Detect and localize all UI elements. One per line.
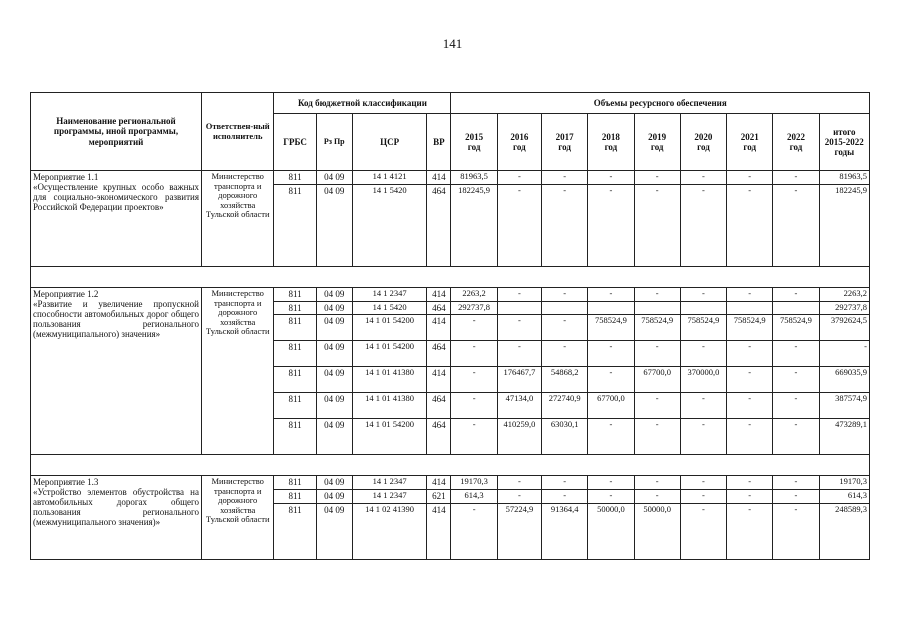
- year-value-cell: 57224,9: [497, 504, 541, 560]
- year-value-cell: 758524,9: [634, 315, 680, 341]
- year-value-cell: -: [727, 288, 773, 302]
- year-suffix: год: [789, 142, 803, 152]
- year-value-cell: -: [727, 419, 773, 455]
- year-label: 2015: [465, 131, 484, 142]
- csr-cell: 14 1 01 41380: [352, 393, 426, 419]
- grbs-cell: 811: [274, 490, 316, 504]
- grbs-cell: 811: [274, 476, 316, 490]
- year-value-cell: [634, 302, 680, 315]
- year-value-cell: 19170,3: [451, 476, 497, 490]
- grbs-cell: 811: [274, 419, 316, 455]
- total-value-cell: 81963,5: [819, 171, 869, 185]
- year-value-cell: 370000,0: [680, 367, 726, 393]
- table-row: [31, 171, 870, 185]
- year-value-cell: -: [680, 185, 726, 267]
- header-year-2017: [542, 114, 588, 171]
- executor-cell: Министерство транспорта и дорожного хозяйства Тульской области: [202, 171, 274, 267]
- csr-cell: 14 1 2347: [352, 288, 426, 302]
- year-value-cell: 50000,0: [634, 504, 680, 560]
- year-value-cell: [497, 302, 541, 315]
- year-value-cell: 410259,0: [497, 419, 541, 455]
- year-value-cell: -: [727, 393, 773, 419]
- year-value-cell: -: [588, 490, 634, 504]
- year-value-cell: -: [680, 171, 726, 185]
- rzpr-cell: 04 09: [316, 171, 352, 185]
- year-value-cell: -: [542, 288, 588, 302]
- year-value-cell: -: [634, 490, 680, 504]
- activity-name-cell: [31, 288, 202, 455]
- year-value-cell: -: [588, 341, 634, 367]
- grbs-cell: 811: [274, 367, 316, 393]
- vr-cell: 464: [427, 185, 451, 267]
- csr-cell: 14 1 5420: [352, 185, 426, 267]
- year-value-cell: 292737,8: [451, 302, 497, 315]
- total-value-cell: 614,3: [819, 490, 869, 504]
- year-suffix: год: [604, 142, 618, 152]
- spacer-cell: [31, 455, 870, 476]
- header-year-2015: [451, 114, 497, 171]
- year-value-cell: -: [497, 315, 541, 341]
- csr-cell: 14 1 02 41390: [352, 504, 426, 560]
- csr-cell: 14 1 01 54200: [352, 341, 426, 367]
- activity-title: Мероприятие 1.3: [33, 477, 99, 488]
- year-value-cell: -: [542, 185, 588, 267]
- year-value-cell: -: [497, 288, 541, 302]
- year-value-cell: 614,3: [451, 490, 497, 504]
- year-label: 2017: [555, 131, 574, 142]
- activity-name-cell: [31, 171, 202, 267]
- csr-cell: 14 1 2347: [352, 476, 426, 490]
- year-suffix: год: [558, 142, 571, 152]
- activity-description: «Развитие и увеличение пропускной способности автомобильных дорог общего пользования регионального (межмуниципального) значения»: [33, 299, 199, 340]
- header-rzpr: Рз Пр: [316, 114, 352, 171]
- total-value-cell: 669035,9: [819, 367, 869, 393]
- year-value-cell: -: [588, 171, 634, 185]
- year-value-cell: -: [680, 393, 726, 419]
- year-value-cell: 67700,0: [588, 393, 634, 419]
- year-value-cell: 91364,4: [542, 504, 588, 560]
- grbs-cell: 811: [274, 288, 316, 302]
- total-value-cell: 19170,3: [819, 476, 869, 490]
- year-value-cell: -: [773, 171, 819, 185]
- year-value-cell: 758524,9: [773, 315, 819, 341]
- year-value-cell: -: [497, 490, 541, 504]
- year-value-cell: -: [588, 476, 634, 490]
- year-label: 2020: [694, 131, 713, 142]
- year-value-cell: 2263,2: [451, 288, 497, 302]
- total-value-cell: 292737,8: [819, 302, 869, 315]
- vr-cell: 414: [427, 476, 451, 490]
- year-value-cell: -: [680, 419, 726, 455]
- page-number: 141: [442, 36, 463, 51]
- year-label: 2018: [601, 131, 620, 142]
- vr-cell: 621: [427, 490, 451, 504]
- year-value-cell: -: [773, 393, 819, 419]
- rzpr-cell: 04 09: [316, 476, 352, 490]
- year-label: 2021: [740, 131, 759, 142]
- header-year-2019: [634, 114, 680, 171]
- year-value-cell: -: [727, 171, 773, 185]
- year-value-cell: -: [497, 341, 541, 367]
- year-value-cell: [773, 302, 819, 315]
- year-value-cell: -: [588, 288, 634, 302]
- year-value-cell: 47134,0: [497, 393, 541, 419]
- year-value-cell: -: [634, 341, 680, 367]
- rzpr-cell: 04 09: [316, 504, 352, 560]
- year-value-cell: -: [542, 315, 588, 341]
- csr-cell: 14 1 01 41380: [352, 367, 426, 393]
- grbs-cell: 811: [274, 185, 316, 267]
- year-value-cell: [680, 302, 726, 315]
- year-value-cell: -: [497, 476, 541, 490]
- year-value-cell: 176467,7: [497, 367, 541, 393]
- total-value-cell: 248589,3: [819, 504, 869, 560]
- grbs-cell: 811: [274, 393, 316, 419]
- year-suffix: год: [743, 142, 757, 152]
- grbs-cell: 811: [274, 315, 316, 341]
- year-value-cell: -: [451, 393, 497, 419]
- rzpr-cell: 04 09: [316, 341, 352, 367]
- vr-cell: 414: [427, 171, 451, 185]
- executor-cell: Министерство транспорта и дорожного хозяйства Тульской области: [202, 476, 274, 560]
- grbs-cell: 811: [274, 171, 316, 185]
- year-value-cell: 758524,9: [727, 315, 773, 341]
- year-value-cell: -: [727, 185, 773, 267]
- vr-cell: 464: [427, 341, 451, 367]
- header-name: Наименование региональной программы, иной программы, мероприятий: [31, 93, 202, 171]
- csr-cell: 14 1 01 54200: [352, 315, 426, 341]
- rzpr-cell: 04 09: [316, 490, 352, 504]
- activity-description: «Устройство элементов обустройства на автомобильных дорогах общего пользования регионального (межмуниципального значения)»: [33, 487, 199, 528]
- year-value-cell: 63030,1: [542, 419, 588, 455]
- header-executor: Ответствен-ный исполнитель: [202, 93, 274, 171]
- activity-title: Мероприятие 1.1: [33, 172, 99, 182]
- year-value-cell: -: [451, 367, 497, 393]
- header-total: итого 2015-2022 годы: [819, 114, 869, 171]
- vr-cell: 414: [427, 315, 451, 341]
- year-value-cell: 758524,9: [588, 315, 634, 341]
- year-value-cell: -: [727, 490, 773, 504]
- year-value-cell: -: [773, 341, 819, 367]
- year-label: 2022: [786, 131, 805, 142]
- group-spacer-row: [31, 267, 870, 288]
- year-value-cell: 50000,0: [588, 504, 634, 560]
- header-year-2021: [727, 114, 773, 171]
- year-suffix: год: [697, 142, 710, 152]
- total-value-cell: 3792624,5: [819, 315, 869, 341]
- year-suffix: год: [513, 142, 526, 152]
- year-value-cell: -: [773, 490, 819, 504]
- grbs-cell: 811: [274, 504, 316, 560]
- year-value-cell: -: [727, 341, 773, 367]
- year-value-cell: -: [451, 419, 497, 455]
- year-value-cell: 81963,5: [451, 171, 497, 185]
- year-value-cell: -: [542, 476, 588, 490]
- year-value-cell: -: [727, 476, 773, 490]
- year-value-cell: 54868,2: [542, 367, 588, 393]
- year-value-cell: -: [634, 393, 680, 419]
- header-year-2022: [773, 114, 819, 171]
- year-value-cell: -: [451, 341, 497, 367]
- header-csr: ЦСР: [352, 114, 426, 171]
- year-value-cell: -: [773, 504, 819, 560]
- csr-cell: 14 1 4121: [352, 171, 426, 185]
- year-value-cell: 272740,9: [542, 393, 588, 419]
- year-value-cell: -: [773, 476, 819, 490]
- rzpr-cell: 04 09: [316, 185, 352, 267]
- year-suffix: год: [650, 142, 664, 152]
- rzpr-cell: 04 09: [316, 315, 352, 341]
- year-value-cell: -: [773, 419, 819, 455]
- header-year-2016: [497, 114, 541, 171]
- resource-table: [30, 92, 870, 560]
- year-label: 2019: [648, 131, 667, 142]
- vr-cell: 414: [427, 504, 451, 560]
- grbs-cell: 811: [274, 302, 316, 315]
- vr-cell: 464: [427, 393, 451, 419]
- rzpr-cell: 04 09: [316, 302, 352, 315]
- year-value-cell: -: [727, 367, 773, 393]
- year-value-cell: -: [634, 171, 680, 185]
- header-budget-class: Код бюджетной классификации: [274, 93, 451, 114]
- vr-cell: 414: [427, 288, 451, 302]
- grbs-cell: 811: [274, 341, 316, 367]
- total-value-cell: 473289,1: [819, 419, 869, 455]
- year-value-cell: -: [542, 171, 588, 185]
- header-grbs: ГРБС: [274, 114, 316, 171]
- year-value-cell: -: [634, 288, 680, 302]
- year-value-cell: -: [680, 504, 726, 560]
- year-value-cell: -: [680, 288, 726, 302]
- year-value-cell: -: [773, 367, 819, 393]
- spacer-cell: [31, 267, 870, 288]
- activity-name-cell: [31, 476, 202, 560]
- csr-cell: 14 1 2347: [352, 490, 426, 504]
- year-value-cell: [727, 302, 773, 315]
- executor-cell: Министерство транспорта и дорожного хозяйства Тульской области: [202, 288, 274, 455]
- year-value-cell: -: [497, 185, 541, 267]
- header-year-2020: [680, 114, 726, 171]
- table-row: [31, 476, 870, 490]
- activity-title: Мероприятие 1.2: [33, 289, 99, 299]
- year-value-cell: -: [727, 504, 773, 560]
- year-label: 2016: [510, 131, 529, 142]
- rzpr-cell: 04 09: [316, 367, 352, 393]
- total-value-cell: 2263,2: [819, 288, 869, 302]
- header-year-2018: [588, 114, 634, 171]
- year-value-cell: -: [773, 288, 819, 302]
- rzpr-cell: 04 09: [316, 288, 352, 302]
- year-value-cell: -: [451, 504, 497, 560]
- year-value-cell: -: [634, 185, 680, 267]
- table-row: [31, 288, 870, 302]
- year-value-cell: [588, 302, 634, 315]
- year-value-cell: -: [497, 171, 541, 185]
- year-value-cell: -: [680, 490, 726, 504]
- vr-cell: 414: [427, 367, 451, 393]
- year-suffix: год: [467, 142, 481, 152]
- rzpr-cell: 04 09: [316, 419, 352, 455]
- total-value-cell: -: [819, 341, 869, 367]
- year-value-cell: -: [451, 315, 497, 341]
- year-value-cell: 182245,9: [451, 185, 497, 267]
- year-value-cell: -: [680, 341, 726, 367]
- total-value-cell: 182245,9: [819, 185, 869, 267]
- year-value-cell: -: [634, 419, 680, 455]
- header-resources: Объемы ресурсного обеспечения: [451, 93, 870, 114]
- total-value-cell: 387574,9: [819, 393, 869, 419]
- year-value-cell: -: [773, 185, 819, 267]
- year-value-cell: 67700,0: [634, 367, 680, 393]
- year-value-cell: -: [588, 367, 634, 393]
- year-value-cell: -: [634, 476, 680, 490]
- csr-cell: 14 1 01 54200: [352, 419, 426, 455]
- table-body: [31, 171, 870, 560]
- year-value-cell: -: [588, 419, 634, 455]
- year-value-cell: -: [680, 476, 726, 490]
- year-value-cell: -: [542, 490, 588, 504]
- header-vr: ВР: [427, 114, 451, 171]
- vr-cell: 464: [427, 419, 451, 455]
- rzpr-cell: 04 09: [316, 393, 352, 419]
- csr-cell: 14 1 5420: [352, 302, 426, 315]
- activity-description: «Осуществление крупных особо важных для социально-экономического развития Российской Федерации проектов»: [33, 182, 199, 213]
- year-value-cell: [542, 302, 588, 315]
- group-spacer-row: [31, 455, 870, 476]
- year-value-cell: -: [542, 341, 588, 367]
- year-value-cell: -: [588, 185, 634, 267]
- vr-cell: 464: [427, 302, 451, 315]
- year-value-cell: 758524,9: [680, 315, 726, 341]
